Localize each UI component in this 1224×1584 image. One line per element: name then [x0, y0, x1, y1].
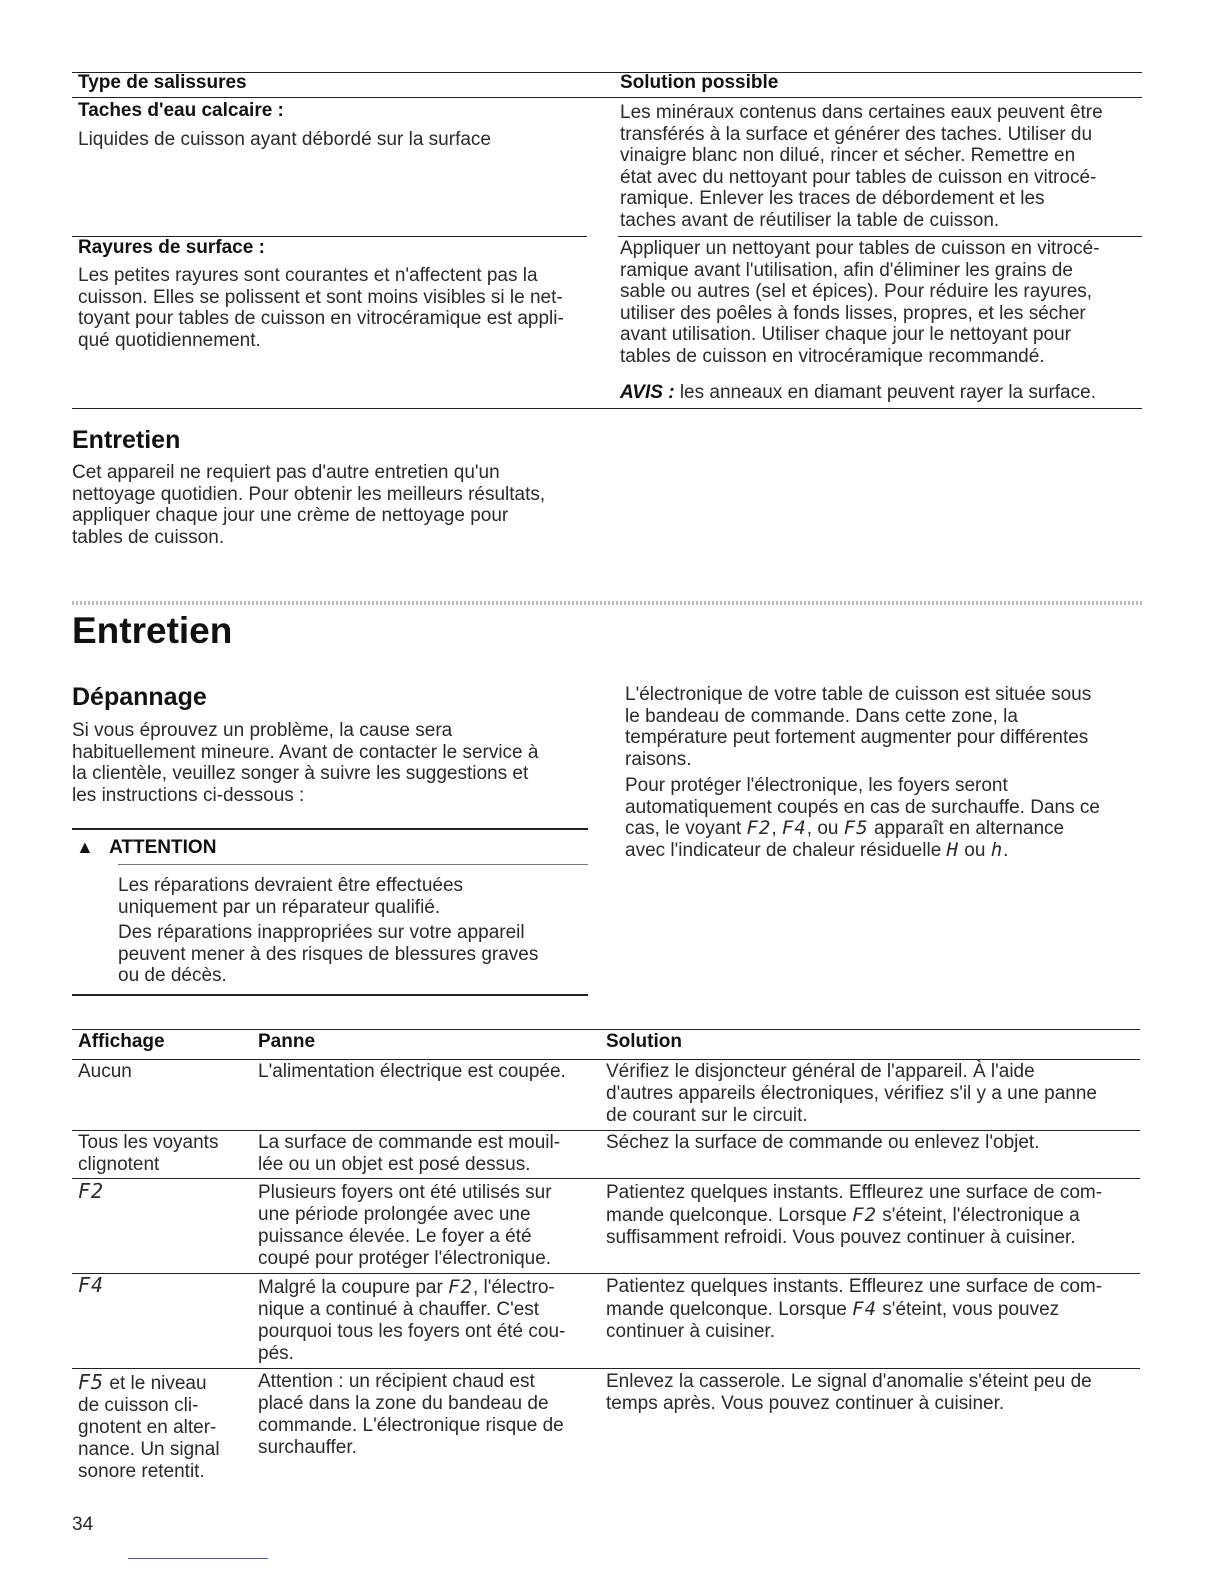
text-line: coupé pour protéger l'électronique. — [258, 1248, 552, 1269]
text-line: lée ou un objet est posé dessus. — [258, 1154, 531, 1175]
text-line: sonore retentit. — [78, 1461, 205, 1482]
text-line: surchauffer. — [258, 1437, 357, 1458]
table2-row-rule — [72, 1178, 1140, 1179]
table2-r3-code: F2 — [78, 1179, 105, 1203]
table2-header-rule — [72, 1059, 1140, 1060]
code-H: H — [946, 838, 959, 861]
warning-icon: ▲ — [76, 837, 94, 857]
text-span: , ou — [806, 818, 844, 840]
text-line: habituellement mineure. Avant de contacter le service à — [72, 741, 539, 763]
table2-r3-sol — [606, 1182, 1136, 1249]
text-line: Appliquer un nettoyant pour tables de cuisson en vitrocé- — [620, 238, 1100, 259]
text-line: ramique avant l'utilisation, afin d'éliminer les grains de — [620, 259, 1073, 281]
text-line: sable ou autres (sel et épices). Pour réduire les rayures, — [620, 281, 1093, 303]
text-line: tables de cuisson en vitrocéramique recommandé. — [620, 345, 1045, 367]
text-line: toyant pour tables de cuisson en vitrocéramique est appli- — [78, 308, 564, 330]
depannage-paragraph — [72, 720, 592, 806]
attention-p2 — [118, 922, 588, 987]
avis-text: les anneaux en diamant peuvent rayer la surface. — [674, 382, 1096, 403]
page-title: Entretien — [72, 610, 233, 651]
text-line: ramique. Enlever les traces de débordement et les — [620, 188, 1045, 210]
page-number: 34 — [72, 1514, 94, 1535]
text-line: Attention : un récipient chaud est — [258, 1371, 535, 1392]
table1-row1-title: Taches d'eau calcaire : — [78, 100, 284, 121]
text-line: placé dans la zone du bandeau de — [258, 1393, 549, 1414]
table2-row-rule — [72, 1368, 1140, 1369]
depannage-heading: Dépannage — [72, 683, 207, 711]
table2-r4-panne — [258, 1276, 565, 1365]
text-line: de cuisson cli- — [78, 1395, 199, 1416]
table1-bottom-rule — [72, 408, 1142, 409]
text-line: Cet appareil ne requiert pas d'autre entretien qu'un — [72, 462, 500, 483]
table2-header-solution: Solution — [606, 1031, 682, 1052]
text-line — [78, 1371, 220, 1395]
text-span: . — [1003, 839, 1009, 861]
text-line: nique a continué à chauffer. C'est — [258, 1299, 540, 1320]
text-line: puissance élevée. Le foyer a été — [258, 1226, 532, 1247]
table2-r2-sol: Séchez la surface de commande ou enlevez l'objet. — [606, 1132, 1040, 1153]
text-span: avec l'indicateur de chaleur résiduelle — [625, 839, 947, 861]
text-line: Pour protéger l'électronique, les foyers seront — [625, 775, 1008, 796]
table2-header-affichage: Affichage — [78, 1031, 165, 1052]
text-line: Patientez quelques instants. Effleurez une surface de com- — [606, 1182, 1103, 1203]
text-line: Enlevez la casserole. Le signal d'anomalie s'éteint peu de — [606, 1371, 1092, 1392]
text-span: ou — [959, 839, 991, 861]
text-line: d'autres appareils électroniques, vérifiez s'il y a une panne — [606, 1083, 1097, 1104]
table1-row2-solution — [620, 238, 1140, 368]
entretien-paragraph — [72, 462, 592, 548]
table1-row-rule-right — [618, 236, 1142, 237]
code-f4: F4 — [781, 817, 807, 840]
text-line: le bandeau de commande. Dans cette zone, la — [625, 705, 1018, 727]
text-line: nettoyage quotidien. Pour obtenir les meilleurs résultats, — [72, 483, 546, 505]
text-line: gnotent en alter- — [78, 1417, 217, 1438]
avis-label: AVIS : — [620, 382, 675, 403]
text-line: transférés à la surface et générer des taches. Utiliser du — [620, 123, 1093, 145]
table1-row1-desc: Liquides de cuisson ayant débordé sur la surface — [78, 129, 491, 150]
text-span: , — [771, 818, 782, 840]
section-separator — [72, 601, 1142, 605]
text-span: cas, le voyant — [625, 818, 747, 840]
text-line — [606, 1204, 1136, 1227]
table2-r1-sol — [606, 1061, 1136, 1127]
text-line: peuvent mener à des risques de blessures graves — [118, 943, 539, 965]
text-line — [606, 1298, 1136, 1321]
code-f4: F4 — [852, 1298, 878, 1320]
text-span: , l'électro- — [473, 1277, 555, 1298]
text-line: pés. — [258, 1343, 294, 1364]
table2-r1-aff: Aucun — [78, 1061, 132, 1082]
table1-row2-title: Rayures de surface : — [78, 237, 265, 258]
text-line: nance. Un signal — [78, 1439, 220, 1460]
entretien-subheading: Entretien — [72, 426, 181, 454]
text-line — [625, 818, 1145, 840]
text-line — [258, 1276, 565, 1299]
table2-r3-panne — [258, 1182, 552, 1270]
text-line: Plusieurs foyers ont été utilisés sur — [258, 1182, 552, 1203]
text-line: clignotent — [78, 1154, 160, 1175]
text-line: tables de cuisson. — [72, 526, 225, 548]
text-line: utiliser des poêles à fonds lisses, propres, et les sécher — [620, 302, 1086, 324]
attention-top-rule — [72, 828, 588, 830]
text-line: Patientez quelques instants. Effleurez une surface de com- — [606, 1276, 1103, 1297]
code-h: h — [990, 838, 1004, 861]
table2-r5-sol — [606, 1371, 1136, 1415]
attention-label: ATTENTION — [109, 837, 217, 858]
text-line: L'électronique de votre table de cuisson est située sous — [625, 684, 1092, 705]
text-span: et le niveau — [104, 1373, 207, 1394]
text-line: température peut fortement augmenter pour différentes — [625, 727, 1089, 749]
text-line: taches avant de réutiliser la table de cuisson. — [620, 209, 1000, 231]
table1-header-type: Type de salissures — [78, 72, 247, 93]
text-line: la clientèle, veuillez songer à suivre les suggestions et — [72, 763, 529, 785]
table2-r5-panne — [258, 1371, 564, 1459]
table2-row-rule — [72, 1273, 1140, 1274]
text-line: Des réparations inappropriées sur votre appareil — [118, 922, 525, 943]
electronics-p2 — [625, 775, 1145, 861]
text-line: Les réparations devraient être effectuées — [118, 875, 464, 896]
code-f2: F2 — [746, 817, 772, 840]
text-line: automatiquement coupés en cas de surchauffe. Dans ce — [625, 796, 1100, 818]
text-line: état avec du nettoyant pour tables de cuisson en vitrocé- — [620, 166, 1097, 188]
table2-header-panne: Panne — [258, 1031, 316, 1052]
electronics-p1 — [625, 684, 1145, 770]
table2-row-rule — [72, 1130, 1140, 1131]
code-f2: F2 — [852, 1204, 878, 1226]
code-f5: F5 — [843, 817, 869, 840]
text-span: s'éteint, vous pouvez — [877, 1299, 1060, 1320]
text-line: cuisson. Elles se polissent et sont moins visibles si le net- — [78, 286, 563, 308]
table2-r1-panne: L'alimentation électrique est coupée. — [258, 1061, 566, 1082]
text-line: raisons. — [625, 748, 692, 770]
text-line: appliquer chaque jour une crème de nettoyage pour — [72, 505, 509, 527]
text-line: qué quotidiennement. — [78, 329, 261, 351]
text-line: de courant sur le circuit. — [606, 1105, 808, 1126]
text-line: temps après. Vous pouvez continuer à cuisiner. — [606, 1393, 1005, 1414]
text-line: commande. L'électronique risque de — [258, 1415, 564, 1436]
text-line: Les minéraux contenus dans certaines eaux peuvent être — [620, 102, 1103, 123]
text-span: mande quelconque. Lorsque — [606, 1299, 853, 1320]
table2-top-rule — [72, 1029, 1140, 1030]
code-f5: F5 — [78, 1370, 105, 1394]
code-f2: F2 — [448, 1276, 473, 1298]
attention-sub-rule — [118, 864, 588, 865]
table2-r4-code: F4 — [78, 1273, 105, 1297]
text-line: ou de décès. — [118, 965, 227, 987]
text-line: suffisamment refroidi. Vous pouvez continuer à cuisiner. — [606, 1227, 1076, 1248]
table1-header-rule — [72, 97, 1142, 98]
text-line: uniquement par un réparateur qualifié. — [118, 896, 441, 918]
table1-row2-desc — [78, 265, 608, 351]
text-span: Malgré la coupure par — [258, 1277, 449, 1298]
text-line: pourquoi tous les foyers ont été cou- — [258, 1321, 566, 1342]
text-line — [625, 840, 1145, 862]
attention-bottom-rule — [72, 994, 588, 996]
text-line: Vérifiez le disjoncteur général de l'appareil. À l'aide — [606, 1061, 1035, 1082]
text-line: les instructions ci-dessous : — [72, 784, 305, 806]
text-line: Tous les voyants — [78, 1132, 219, 1153]
text-line: Les petites rayures sont courantes et n'affectent pas la — [78, 265, 538, 286]
table1-row1-solution — [620, 102, 1140, 232]
text-line: vinaigre blanc non dilué, rincer et sécher. Remettre en — [620, 145, 1076, 167]
text-line: Si vous éprouvez un problème, la cause sera — [72, 720, 453, 741]
table2-r2-aff — [78, 1132, 218, 1176]
text-line: continuer à cuisiner. — [606, 1321, 775, 1342]
text-line: La surface de commande est mouil- — [258, 1132, 561, 1153]
text-span: s'éteint, l'électronique a — [877, 1205, 1080, 1226]
text-span: mande quelconque. Lorsque — [606, 1205, 853, 1226]
attention-p1 — [118, 875, 588, 918]
table2-r5-aff — [78, 1371, 220, 1483]
table1-header-solution: Solution possible — [620, 72, 779, 93]
table2-r4-sol — [606, 1276, 1136, 1343]
table2-r2-panne — [258, 1132, 560, 1176]
attention-title — [76, 836, 216, 859]
avis-note — [620, 382, 1096, 404]
footer-link-underline — [128, 1558, 268, 1559]
text-line: une période prolongée avec une — [258, 1204, 531, 1225]
text-span: apparaît en alternance — [868, 818, 1065, 840]
text-line: avant utilisation. Utiliser chaque jour le nettoyant pour — [620, 324, 1071, 346]
